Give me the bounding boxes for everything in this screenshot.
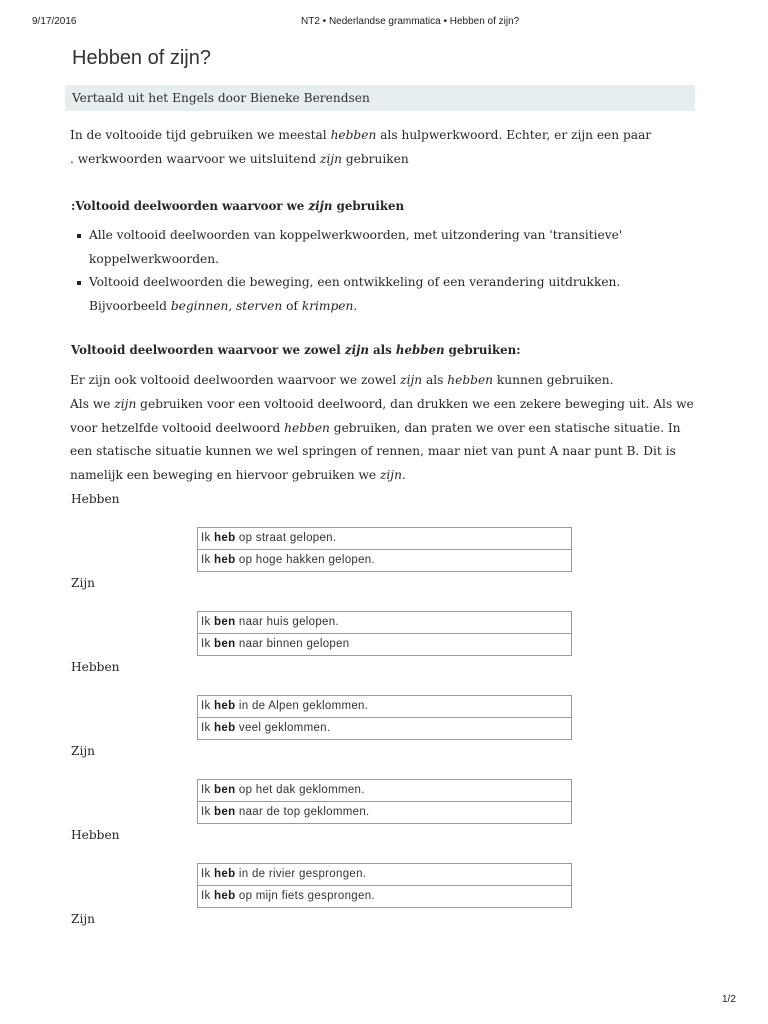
- sentence-subject: Ik: [201, 890, 215, 902]
- text-run: gebruiken: [341, 152, 409, 166]
- emphasized-word: zijn: [344, 343, 369, 357]
- usage-list: [89, 224, 622, 318]
- example-row: [198, 780, 572, 802]
- text-run: gebruiken:: [444, 343, 521, 357]
- sentence-remainder: op mijn fiets gesprongen.: [235, 890, 375, 902]
- example-sentence: [198, 528, 572, 550]
- sentence-remainder: op hoge hakken gelopen.: [235, 554, 375, 566]
- auxiliary-verb: heb: [214, 722, 236, 734]
- page-number: 1/2: [722, 994, 736, 1005]
- text-run: als: [368, 343, 396, 357]
- example-row: [198, 886, 572, 908]
- sentence-subject: Ik: [201, 554, 215, 566]
- list-item: [89, 271, 622, 318]
- example-sentence: [198, 780, 572, 802]
- text-run: .: [401, 468, 406, 482]
- text-run: als: [422, 373, 448, 387]
- auxiliary-verb: ben: [214, 806, 236, 818]
- example-sentence: [198, 864, 572, 886]
- example-group-label: Zijn: [71, 744, 95, 758]
- example-table: [197, 527, 572, 572]
- emphasized-word: zijn: [308, 199, 333, 213]
- auxiliary-verb: heb: [214, 554, 236, 566]
- auxiliary-verb: heb: [214, 868, 236, 880]
- sentence-subject: Ik: [201, 868, 215, 880]
- paragraph-line: [70, 440, 694, 464]
- example-row: [198, 718, 572, 740]
- auxiliary-verb: heb: [214, 890, 236, 902]
- square-bullet-icon: [77, 234, 81, 238]
- sentence-remainder: op het dak geklommen.: [235, 784, 365, 796]
- paragraph-line: [70, 369, 694, 393]
- paragraph-line: [70, 147, 651, 171]
- example-group-label: Hebben: [71, 660, 120, 674]
- text-run: . werkwoorden waarvoor we uitsluitend: [70, 152, 321, 166]
- sentence-remainder: naar binnen gelopen: [235, 638, 350, 650]
- example-sentence: [198, 718, 572, 740]
- sentence-subject: Ik: [201, 722, 215, 734]
- list-item-line: [89, 224, 622, 248]
- text-run: koppelwerkwoorden.: [89, 251, 219, 266]
- paragraph-line: [70, 464, 694, 488]
- example-sentence: [198, 802, 572, 824]
- text-run: gebruiken: [332, 199, 405, 213]
- example-sentence: [198, 550, 572, 572]
- text-run: Voltooid deelwoorden die beweging, een ontwikkeling of een verandering uitdrukken.: [89, 275, 621, 289]
- emphasized-word: hebben: [395, 343, 445, 357]
- text-run: Voltooid deelwoorden waarvoor we zowel: [71, 343, 345, 357]
- example-group-label: Zijn: [71, 576, 95, 590]
- example-sentence: [198, 612, 572, 634]
- auxiliary-verb: ben: [214, 616, 236, 628]
- emphasized-word: zijn: [400, 373, 423, 387]
- square-bullet-icon: [77, 281, 81, 285]
- example-sentence: [198, 696, 572, 718]
- text-run: Er zijn ook voltooid deelwoorden waarvoor we zowel: [70, 373, 401, 387]
- example-row: [198, 612, 572, 634]
- text-run: .: [353, 298, 358, 313]
- text-run: kunnen gebruiken.: [493, 373, 614, 387]
- sentence-remainder: naar huis gelopen.: [235, 616, 339, 628]
- paragraph-line: [70, 123, 651, 147]
- text-run: gebruiken voor een voltooid deelwoord, dan drukken we een zekere beweging uit. Als we: [136, 396, 694, 411]
- emphasized-word: zijn: [320, 152, 342, 166]
- example-row: [198, 696, 572, 718]
- section-heading-both: [71, 338, 521, 362]
- auxiliary-verb: heb: [214, 700, 236, 712]
- sentence-subject: Ik: [201, 700, 215, 712]
- emphasized-word: beginnen, sterven: [170, 298, 283, 313]
- page-title: Hebben of zijn?: [72, 47, 211, 69]
- example-table: [197, 611, 572, 656]
- example-table: [197, 779, 572, 824]
- example-group-label: Hebben: [71, 828, 120, 842]
- translation-credit: Vertaald uit het Engels door Bieneke Berendsen: [72, 91, 370, 105]
- sentence-subject: Ik: [201, 638, 215, 650]
- sentence-remainder: naar de top geklommen.: [235, 806, 370, 818]
- sentence-subject: Ik: [201, 806, 215, 818]
- sentence-remainder: in de Alpen geklommen.: [235, 700, 369, 712]
- text-run: een statische situatie kunnen we wel springen of rennen, maar niet van punt A naar punt B. Dit is: [70, 444, 676, 459]
- sentence-subject: Ik: [201, 616, 215, 628]
- example-row: [198, 528, 572, 550]
- example-row: [198, 802, 572, 824]
- text-run: Bijvoorbeeld: [89, 298, 171, 313]
- example-group-label: Hebben: [71, 492, 120, 506]
- translation-credit-band: [65, 85, 695, 111]
- example-table: [197, 863, 572, 908]
- print-date: 9/17/2016: [32, 16, 77, 27]
- section-heading-zijn: [71, 194, 404, 218]
- paragraph-line: [70, 417, 694, 441]
- paragraph-line: [70, 393, 694, 417]
- example-sentence: [198, 634, 572, 656]
- print-header-title: NT2 • Nederlandse grammatica • Hebben of zijn?: [301, 16, 520, 27]
- emphasized-word: hebben: [284, 420, 330, 435]
- list-item-line: [89, 295, 622, 319]
- emphasized-word: hebben: [447, 373, 494, 387]
- sentence-remainder: op straat gelopen.: [235, 532, 337, 544]
- example-row: [198, 550, 572, 572]
- sentence-remainder: in de rivier gesprongen.: [235, 868, 367, 880]
- text-run: als hulpwerkwoord. Echter, er zijn een paar: [376, 128, 652, 142]
- text-run: Alle voltooid deelwoorden van koppelwerkwoorden, met uitzondering van 'transitieve': [89, 228, 623, 242]
- text-run: Als we: [70, 396, 115, 411]
- text-run: of: [282, 298, 302, 313]
- example-table: [197, 695, 572, 740]
- auxiliary-verb: ben: [214, 784, 236, 796]
- emphasized-word: zijn: [379, 468, 402, 482]
- auxiliary-verb: ben: [214, 638, 236, 650]
- example-row: [198, 864, 572, 886]
- list-item: [89, 224, 622, 271]
- example-sentence: [198, 886, 572, 908]
- example-group-label: Zijn: [71, 912, 95, 926]
- emphasized-word: zijn: [114, 396, 137, 411]
- emphasized-word: hebben: [330, 128, 377, 142]
- list-item-line: [89, 271, 622, 295]
- text-run: :Voltooid deelwoorden waarvoor we: [71, 199, 309, 213]
- text-run: In de voltooide tijd gebruiken we meestal: [70, 128, 331, 142]
- intro-paragraph: [70, 123, 651, 171]
- auxiliary-verb: heb: [214, 532, 236, 544]
- sentence-remainder: veel geklommen.: [235, 722, 331, 734]
- example-row: [198, 634, 572, 656]
- sentence-subject: Ik: [201, 784, 215, 796]
- emphasized-word: krimpen: [301, 298, 354, 313]
- explanation-paragraph: [70, 369, 694, 488]
- text-run: voor hetzelfde voltooid deelwoord: [70, 420, 285, 435]
- list-item-line: [89, 248, 622, 272]
- text-run: gebruiken, dan praten we over een statische situatie. In: [329, 420, 681, 435]
- text-run: namelijk een beweging en hiervoor gebruiken we: [70, 468, 380, 482]
- sentence-subject: Ik: [201, 532, 215, 544]
